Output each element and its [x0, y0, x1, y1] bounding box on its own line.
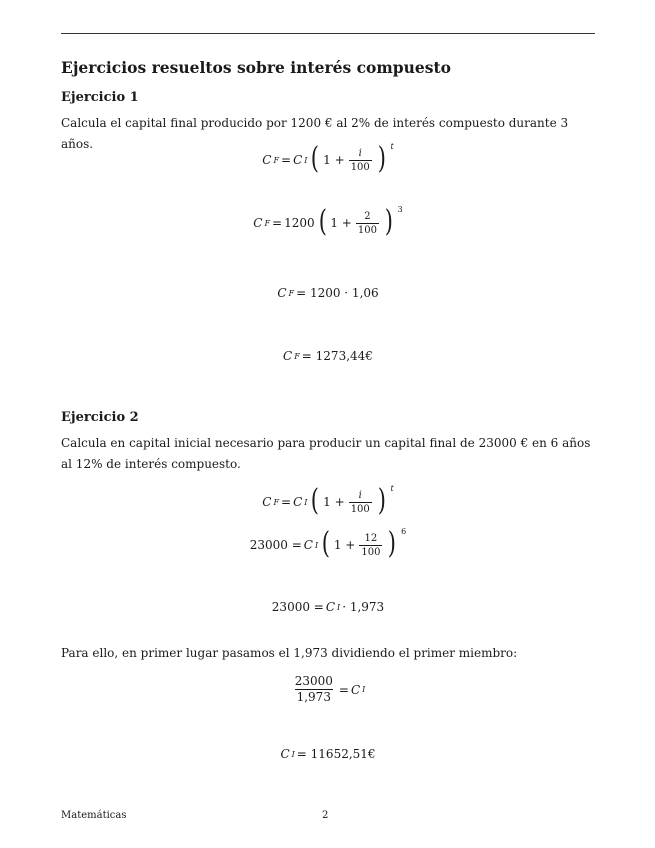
- ci-subscript: I: [362, 685, 366, 694]
- step-expression: = 1200 · 1,06: [296, 286, 379, 300]
- division-numerator: 23000: [294, 674, 333, 688]
- footer-subject: Matemáticas: [61, 810, 127, 821]
- formula-step-2: [61, 600, 595, 614]
- rate-numerator: i: [358, 147, 362, 159]
- footer-page-number: 2: [322, 810, 329, 821]
- cf-symbol: C: [262, 495, 272, 509]
- left-paren: (: [321, 526, 331, 561]
- right-paren: ): [384, 204, 393, 239]
- rate-denominator: 100: [350, 161, 370, 173]
- rate-denominator: 100: [357, 224, 377, 236]
- exercise-2-heading: Ejercicio 2: [61, 410, 139, 425]
- left-paren: (: [318, 204, 327, 239]
- rate-fraction: [349, 489, 372, 516]
- one-plus: 1 +: [323, 495, 345, 509]
- equals-sign: =: [281, 153, 292, 167]
- exercise-1-heading: Ejercicio 1: [61, 90, 139, 105]
- ci-symbol: C: [325, 600, 336, 614]
- exponent: 3: [397, 204, 403, 214]
- step-lhs: 23000 =: [271, 600, 324, 614]
- exponent: t: [390, 141, 394, 151]
- left-paren: (: [311, 483, 320, 518]
- rate-fraction: [349, 147, 372, 174]
- formula-substituted-1: [61, 204, 595, 239]
- ci-subscript: I: [337, 602, 341, 612]
- ci-symbol: C: [293, 495, 303, 509]
- division-fraction: [293, 674, 335, 705]
- formula-step-1: [61, 286, 595, 300]
- formula-result-2: [61, 747, 595, 761]
- cf-subscript: F: [288, 288, 295, 298]
- cf-subscript: F: [273, 155, 280, 165]
- formula-result-1: [61, 349, 595, 363]
- right-paren: ): [388, 526, 397, 561]
- exponent: 6: [401, 526, 407, 536]
- exercise-2-explanation: Para ello, en primer lugar pasamos el 1,973 dividiendo el primer miembro:: [61, 646, 518, 660]
- right-paren: ): [377, 483, 386, 518]
- rate-fraction: [356, 210, 379, 237]
- exercise-1-statement: Calcula el capital final producido por 1200 € al 2% de interés compuesto durante 3 años.: [61, 116, 569, 151]
- equals-sign: =: [281, 495, 292, 509]
- ci-symbol: C: [293, 153, 303, 167]
- step-rhs: · 1,973: [342, 600, 385, 614]
- final-capital-lhs: 23000 =: [249, 538, 302, 552]
- left-paren: (: [311, 141, 320, 176]
- formula-general-1: [61, 141, 595, 176]
- formula-general-2: [61, 483, 595, 518]
- principal-value: 1200: [284, 216, 315, 230]
- ci-symbol: C: [350, 682, 361, 697]
- one-plus: 1 +: [323, 153, 345, 167]
- section-title: Ejercicios resueltos sobre interés compuesto: [61, 58, 451, 77]
- right-paren: ): [377, 141, 386, 176]
- one-plus: 1 +: [330, 216, 352, 230]
- rate-denominator: 100: [350, 503, 370, 515]
- equals-sign: =: [272, 216, 283, 230]
- result-expression: = 11652,51€: [296, 747, 376, 761]
- cf-subscript: F: [294, 351, 300, 361]
- rate-fraction: [359, 532, 382, 559]
- ci-subscript: I: [304, 497, 308, 507]
- ci-symbol: C: [280, 747, 290, 761]
- exponent: t: [390, 483, 394, 493]
- ci-subscript: I: [314, 540, 319, 550]
- ci-symbol: C: [303, 538, 313, 552]
- cf-symbol: C: [283, 349, 293, 363]
- result-expression: = 1273,44€: [301, 349, 373, 363]
- ci-subscript: I: [291, 749, 295, 759]
- rate-numerator: i: [358, 489, 362, 501]
- formula-division-2: [61, 674, 595, 705]
- equals-sign: =: [338, 682, 349, 697]
- rate-numerator: 2: [364, 210, 371, 222]
- formula-substituted-2: [61, 526, 595, 561]
- ci-subscript: I: [304, 155, 308, 165]
- cf-subscript: F: [264, 218, 270, 228]
- rate-numerator: 12: [364, 532, 378, 544]
- cf-subscript: F: [273, 497, 280, 507]
- division-denominator: 1,973: [296, 690, 331, 704]
- cf-symbol: C: [262, 153, 272, 167]
- exercise-2-statement: Calcula en capital inicial necesario para producir un capital final de 23000 € en 6 años al 12% de interés compuesto.: [61, 436, 591, 471]
- cf-symbol: C: [253, 216, 263, 230]
- header-rule: [61, 33, 595, 34]
- one-plus: 1 +: [333, 538, 356, 552]
- cf-symbol: C: [277, 286, 287, 300]
- rate-denominator: 100: [361, 546, 381, 558]
